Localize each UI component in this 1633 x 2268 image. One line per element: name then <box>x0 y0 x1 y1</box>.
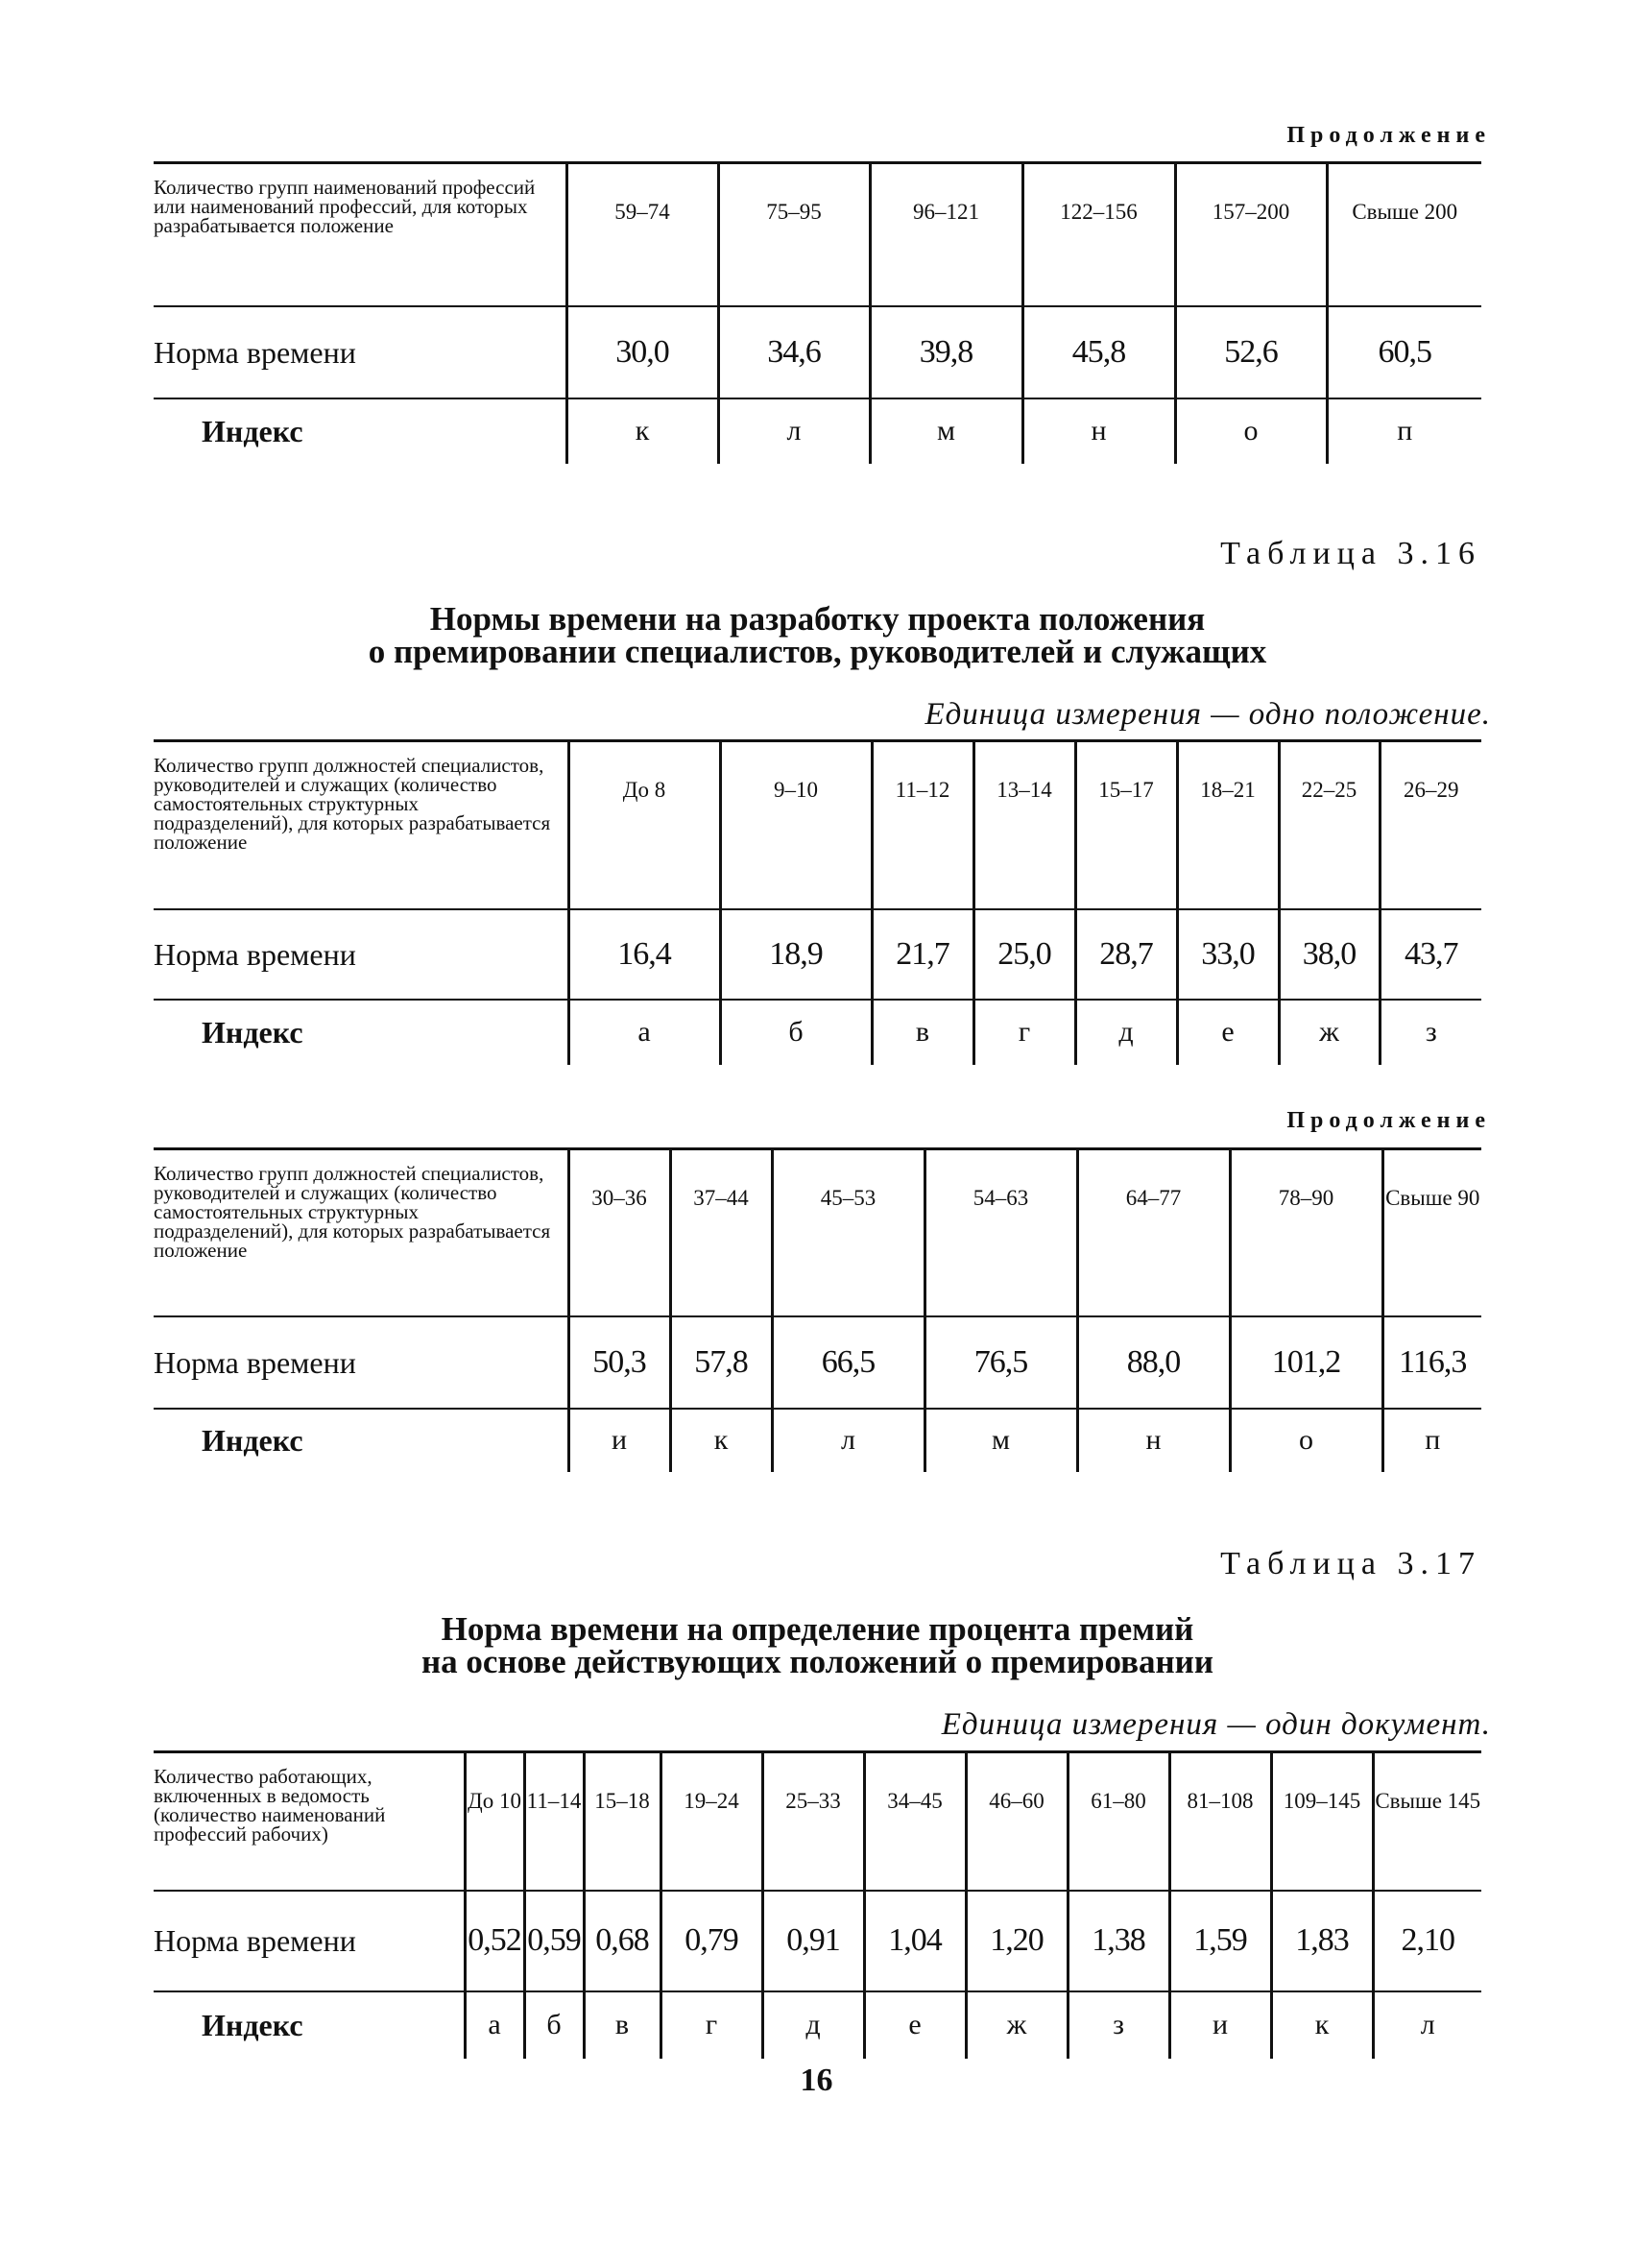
index-value: а <box>568 1000 720 1065</box>
table-316-title-line2: о премировании специалистов, руководителей и служащих <box>368 633 1267 670</box>
norma-value: 52,6 <box>1175 306 1327 398</box>
column-header: 81–108 <box>1169 1752 1271 1891</box>
index-label: Индекс <box>202 2008 303 2042</box>
index-value: л <box>1373 1991 1481 2059</box>
column-header: Свыше 145 <box>1373 1752 1481 1891</box>
column-header: 19–24 <box>660 1752 762 1891</box>
index-row <box>154 1409 1481 1472</box>
norma-value: 34,6 <box>718 306 870 398</box>
table-316-unit: Единица измерения — одно положение. <box>925 697 1491 732</box>
norma-value: 25,0 <box>973 909 1075 1000</box>
index-value: м <box>925 1409 1077 1472</box>
column-header: 59–74 <box>566 163 718 306</box>
norma-value: 0,68 <box>584 1891 660 1991</box>
norma-value: 101,2 <box>1230 1316 1382 1409</box>
norma-value: 0,79 <box>660 1891 762 1991</box>
index-row <box>154 1000 1481 1065</box>
norma-value: 1,04 <box>864 1891 966 1991</box>
index-value: м <box>870 398 1022 464</box>
index-value: г <box>660 1991 762 2059</box>
index-value: н <box>1022 398 1175 464</box>
index-value: и <box>1169 1991 1271 2059</box>
index-value: п <box>1382 1409 1481 1472</box>
table-header-row <box>154 163 1481 306</box>
norma-value: 16,4 <box>568 909 720 1000</box>
column-header: 96–121 <box>870 163 1022 306</box>
column-header: 30–36 <box>568 1149 670 1316</box>
column-header: 78–90 <box>1230 1149 1382 1316</box>
table-316-part2 <box>154 1147 1481 1472</box>
table-317-label: Таблица 3.17 <box>1220 1546 1481 1581</box>
norma-value: 1,20 <box>966 1891 1068 1991</box>
table-header-label: Количество групп наименований профессий или наименований профессий, для которых разрабатывается положение <box>154 163 566 306</box>
column-header: 34–45 <box>864 1752 966 1891</box>
norma-value: 0,59 <box>524 1891 584 1991</box>
index-value: л <box>772 1409 925 1472</box>
norma-value: 0,91 <box>762 1891 864 1991</box>
column-header: 109–145 <box>1271 1752 1373 1891</box>
norma-value: 38,0 <box>1279 909 1380 1000</box>
norma-value: 33,0 <box>1177 909 1279 1000</box>
index-value: о <box>1175 398 1327 464</box>
column-header: 45–53 <box>772 1149 925 1316</box>
table-316-title-line1: Нормы времени на разработку проекта положения <box>429 600 1206 638</box>
index-value: к <box>1271 1991 1373 2059</box>
column-header: 9–10 <box>720 741 872 909</box>
table-header-label: Количество работающих, включенных в ведомость (количество наименований профессий рабочих) <box>154 1752 465 1891</box>
column-header: 22–25 <box>1279 741 1380 909</box>
column-header: 18–21 <box>1177 741 1279 909</box>
norma-value: 45,8 <box>1022 306 1175 398</box>
index-value: д <box>1075 1000 1177 1065</box>
page-number: 16 <box>800 2063 833 2098</box>
index-label: Индекс <box>202 414 303 448</box>
table-317 <box>154 1750 1481 2059</box>
column-header: 157–200 <box>1175 163 1327 306</box>
column-header: 15–18 <box>584 1752 660 1891</box>
index-value: а <box>465 1991 524 2059</box>
column-header: 122–156 <box>1022 163 1175 306</box>
table-317-title <box>154 1610 1481 1680</box>
column-header: 25–33 <box>762 1752 864 1891</box>
norma-value: 66,5 <box>772 1316 925 1409</box>
column-header: Свыше 90 <box>1382 1149 1481 1316</box>
norma-row <box>154 1316 1481 1409</box>
index-value: к <box>670 1409 772 1472</box>
index-value: в <box>584 1991 660 2059</box>
norma-row <box>154 306 1481 398</box>
index-value: б <box>524 1991 584 2059</box>
column-header: Свыше 200 <box>1327 163 1481 306</box>
index-row <box>154 398 1481 464</box>
index-value: в <box>872 1000 973 1065</box>
table-316-part1 <box>154 739 1481 1065</box>
index-row <box>154 1991 1481 2059</box>
norma-value: 1,59 <box>1169 1891 1271 1991</box>
column-header: 54–63 <box>925 1149 1077 1316</box>
norma-value: 76,5 <box>925 1316 1077 1409</box>
index-label: Индекс <box>202 1423 303 1458</box>
norma-value: 116,3 <box>1382 1316 1481 1409</box>
column-header: 61–80 <box>1068 1752 1169 1891</box>
index-value: ж <box>966 1991 1068 2059</box>
table-header-label: Количество групп должностей специалистов, руководителей и служащих (количество самостоятельных структурных подразделений), для которых разрабатывается положение <box>154 741 568 909</box>
column-header: 11–14 <box>524 1752 584 1891</box>
norma-value: 0,52 <box>465 1891 524 1991</box>
norma-value: 18,9 <box>720 909 872 1000</box>
norma-label: Норма времени <box>154 1891 465 1991</box>
norma-value: 1,38 <box>1068 1891 1169 1991</box>
column-header: 46–60 <box>966 1752 1068 1891</box>
norma-value: 57,8 <box>670 1316 772 1409</box>
column-header: 26–29 <box>1380 741 1481 909</box>
norma-value: 88,0 <box>1077 1316 1230 1409</box>
continuation-label: Продолжение <box>1286 123 1491 148</box>
norma-label: Норма времени <box>154 306 566 398</box>
norma-value: 2,10 <box>1373 1891 1481 1991</box>
index-value: о <box>1230 1409 1382 1472</box>
norma-value: 60,5 <box>1327 306 1481 398</box>
table-header-label: Количество групп должностей специалистов, руководителей и служащих (количество самостоятельных структурных подразделений), для которых разрабатывается положение <box>154 1149 568 1316</box>
table-header-row <box>154 1752 1481 1891</box>
table-header-row <box>154 1149 1481 1316</box>
index-value: л <box>718 398 870 464</box>
index-value: е <box>1177 1000 1279 1065</box>
continuation-label: Продолжение <box>1286 1108 1491 1133</box>
norma-value: 43,7 <box>1380 909 1481 1000</box>
index-value: з <box>1068 1991 1169 2059</box>
index-label: Индекс <box>202 1015 303 1050</box>
index-value: е <box>864 1991 966 2059</box>
column-header: До 10 <box>465 1752 524 1891</box>
table-header-row <box>154 741 1481 909</box>
norma-value: 28,7 <box>1075 909 1177 1000</box>
table-317-unit: Единица измерения — один документ. <box>941 1707 1491 1742</box>
table-317-title-line2: на основе действующих положений о премировании <box>420 1643 1214 1680</box>
index-value: и <box>568 1409 670 1472</box>
column-header: 37–44 <box>670 1149 772 1316</box>
index-value: ж <box>1279 1000 1380 1065</box>
index-value: з <box>1380 1000 1481 1065</box>
index-value: к <box>566 398 718 464</box>
table-316-label: Таблица 3.16 <box>1220 536 1481 571</box>
table-317-title-line1: Норма времени на определение процента премий <box>441 1610 1194 1648</box>
norma-row <box>154 909 1481 1000</box>
index-value: б <box>720 1000 872 1065</box>
table-316-title <box>154 600 1481 670</box>
table-a <box>154 161 1481 464</box>
column-header: До 8 <box>568 741 720 909</box>
norma-value: 1,83 <box>1271 1891 1373 1991</box>
index-value: п <box>1327 398 1481 464</box>
norma-label: Норма времени <box>154 1316 568 1409</box>
norma-value: 21,7 <box>872 909 973 1000</box>
norma-label: Норма времени <box>154 909 568 1000</box>
index-value: д <box>762 1991 864 2059</box>
norma-value: 50,3 <box>568 1316 670 1409</box>
norma-value: 30,0 <box>566 306 718 398</box>
norma-row <box>154 1891 1481 1991</box>
column-header: 75–95 <box>718 163 870 306</box>
column-header: 64–77 <box>1077 1149 1230 1316</box>
column-header: 13–14 <box>973 741 1075 909</box>
column-header: 11–12 <box>872 741 973 909</box>
norma-value: 39,8 <box>870 306 1022 398</box>
column-header: 15–17 <box>1075 741 1177 909</box>
index-value: н <box>1077 1409 1230 1472</box>
index-value: г <box>973 1000 1075 1065</box>
